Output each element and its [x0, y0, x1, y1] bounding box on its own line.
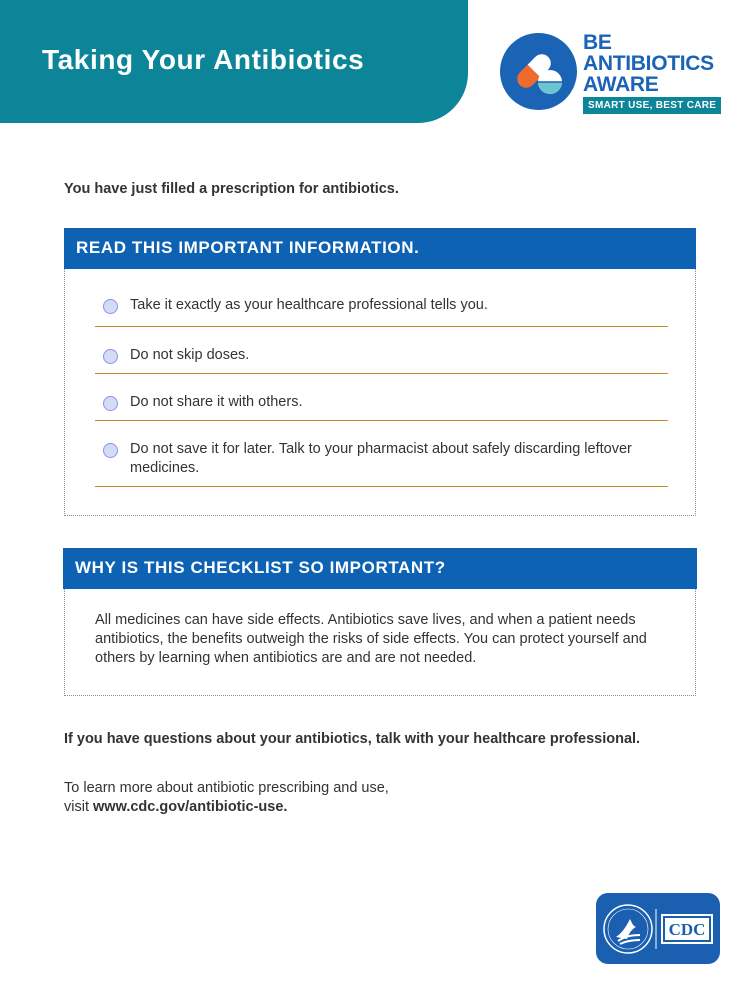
checklist-item-text: Do not share it with others. [130, 394, 303, 410]
page-title: Taking Your Antibiotics [42, 44, 365, 75]
be-antibiotics-aware-logo [500, 32, 725, 112]
logo-wordmark [583, 32, 721, 114]
checklist-item [95, 421, 668, 487]
checkbox-circle-icon[interactable] [103, 349, 118, 364]
learn-more-prefix: To learn more about antibiotic prescribing and use, [64, 780, 389, 796]
cdc-logo-text: CDC [668, 920, 706, 939]
why-body-text: All medicines can have side effects. Antibiotics save lives, and when a patient needs antibiotics, the benefits outweigh the risks of side effects. You can protect yourself and others by learning when antibiotics are and are not needed. [95, 612, 647, 666]
learn-more-text [64, 779, 664, 817]
logo-line-be: BE [583, 31, 612, 54]
intro-text: You have just filled a prescription for antibiotics. [64, 181, 399, 197]
checklist [95, 277, 668, 487]
section-heading-why-important: WHY IS THIS CHECKLIST SO IMPORTANT? [63, 548, 697, 589]
checklist-item-text: Do not save it for later. Talk to your pharmacist about safely discarding leftover medicines. [130, 441, 632, 476]
checklist-item [95, 327, 668, 374]
pill-logo-icon [500, 33, 577, 110]
checkbox-circle-icon[interactable] [103, 396, 118, 411]
cdc-hhs-logo [596, 893, 720, 964]
checkbox-circle-icon[interactable] [103, 443, 118, 458]
checklist-item-text: Do not skip doses. [130, 347, 250, 363]
checklist-item [95, 374, 668, 421]
why-box [64, 589, 696, 696]
logo-tagline: SMART USE, BEST CARE [583, 97, 721, 114]
hhs-eagle-icon [596, 893, 720, 964]
section-heading-important-info: READ THIS IMPORTANT INFORMATION. [64, 228, 696, 269]
checklist-item-text: Take it exactly as your healthcare professional tells you. [130, 297, 488, 313]
logo-line-antibiotics: ANTIBIOTICS [583, 52, 714, 75]
header-band [0, 0, 468, 123]
checklist-box [64, 269, 696, 516]
questions-text: If you have questions about your antibiotics, talk with your healthcare professional. [64, 731, 641, 747]
logo-line-aware: AWARE [583, 73, 659, 96]
checklist-item [95, 277, 668, 327]
checkbox-circle-icon[interactable] [103, 299, 118, 314]
learn-more-visit: visit [64, 799, 89, 815]
cdc-url-link[interactable]: www.cdc.gov/antibiotic-use. [93, 799, 288, 815]
